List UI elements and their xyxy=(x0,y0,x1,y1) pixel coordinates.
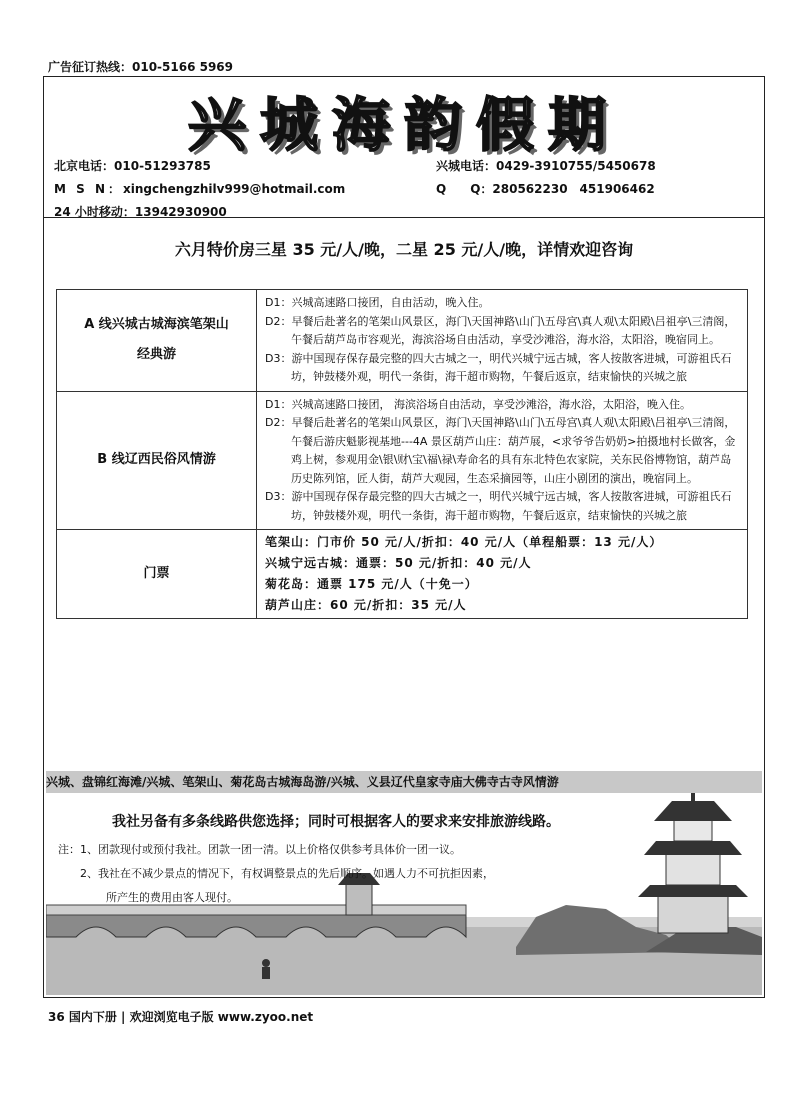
swimmer-body xyxy=(262,967,270,979)
msn-contact xyxy=(54,180,345,197)
more-routes-note: 我社另备有多条线路供您选择；同时可根据客人的要求来安排旅游线路。 xyxy=(112,814,560,830)
ticket-hulu-shanzhuang: 葫芦山庄：60 元/折扣：35 元/人 xyxy=(265,598,467,612)
note-2: 2、我社在不减少景点的情况下，有权调整景点的先后顺序。如遇人力不可抗拒因素， xyxy=(80,867,494,880)
coastal-scene-illustration xyxy=(46,777,762,995)
beijing-phone-value: 010-51293785 xyxy=(114,159,211,173)
route-a-day1: D1：兴城高速路口接团，自由活动，晚入住。 xyxy=(265,296,490,309)
ticket-juhuadao: 菊花岛：通票 175 元/人（十免一） xyxy=(265,577,478,591)
table-row xyxy=(57,290,748,392)
mobile-value: 13942930900 xyxy=(134,205,227,219)
brand-title: 兴城海韵假期 xyxy=(187,91,620,159)
note-prefix: 注： xyxy=(58,843,80,856)
beijing-phone-label: 北京电话： xyxy=(54,159,115,173)
mobile-label: 24 小时移动： xyxy=(54,205,135,219)
swimmer xyxy=(262,959,270,967)
header-divider xyxy=(44,217,764,218)
route-b-day2: D2：早餐后赴著名的笔架山风景区，海门\天国神路\山门\五母宫\真人观\太阳殿\吕祖亭\三清阁，午餐后游庆魁影视基地---4A 景区葫芦山庄：葫芦展，<求爷爷告奶奶>拍摄地村长做客，金鸡上树，参观用金\银\财\宝\福\禄\寿命名的具有东北特色农家院，关东民俗博物馆，葫芦岛历史陈列馆，匠人街，葫芦大观园，生态采摘园等，山庄小剧团的演出，晚宿同上。 xyxy=(265,416,736,485)
route-a-day2: D2：早餐后赴著名的笔架山风景区，海门\天国神路\山门\五母宫\真人观\太阳殿\吕祖亭\三清阁，午餐后葫芦岛市容观光，海滨浴场自由活动，享受沙滩浴，海水浴，太阳浴，晚宿同上。 xyxy=(265,314,736,346)
tickets-label: 门票 xyxy=(57,530,257,619)
xingcheng-phone-label: 兴城电话： xyxy=(436,159,497,173)
qq-value: 280562230 451906462 xyxy=(492,182,655,196)
xingcheng-phone-value: 0429-3910755/5450678 xyxy=(496,159,656,173)
note-1 xyxy=(58,841,461,859)
routes-banner: 兴城、盘锦红海滩/兴城、笔架山、菊花岛古城海岛游/兴城、义县辽代皇家寺庙大佛寺古寺风情游 xyxy=(46,771,762,793)
route-a-name xyxy=(57,290,257,392)
ticket-bijiashan: 笔架山：门市价 50 元/人/折扣：40 元/人（单程船票：13 元/人） xyxy=(265,535,663,549)
note-1-text: 1、团款现付或预付我社。团款一团一清。以上价格仅供参考具体价一团一议。 xyxy=(80,843,461,856)
qq-label: Q Q： xyxy=(436,182,493,196)
route-b-name: B 线辽西民俗风情游 xyxy=(57,391,257,530)
note-2-continued: 所产生的费用由客人现付。 xyxy=(106,891,238,904)
msn-value[interactable]: xingchengzhilv999@hotmail.com xyxy=(122,182,346,196)
ticket-ningyuan: 兴城宁远古城：通票：50 元/折扣：40 元/人 xyxy=(265,556,532,570)
route-a-day3: D3：游中国现存保存最完整的四大古城之一，明代兴城宁远古城，客人按散客进城，可游祖氏石坊，钟鼓楼外观，明代一条街，海干超市购物，午餐后返京，结束愉快的兴城之旅 xyxy=(265,351,732,383)
table-row xyxy=(57,530,748,619)
route-a-name-line2: 经典游 xyxy=(136,347,176,363)
route-b-itinerary xyxy=(257,391,748,530)
qq-contact xyxy=(436,180,655,197)
route-b-day1: D1：兴城高速路口接团， 海滨浴场自由活动，享受沙滩浴，海水浴，太阳浴，晚入住。 xyxy=(265,397,691,411)
routes-table xyxy=(56,289,748,619)
ad-hotline: 广告征订热线：010-5166 5969 xyxy=(48,60,234,74)
ad-frame xyxy=(43,76,765,998)
beijing-phone xyxy=(54,157,211,174)
route-a-itinerary xyxy=(257,290,748,392)
route-a-name-line1: A 线兴城古城海滨笔架山 xyxy=(84,317,229,333)
page-footer: 36 国内下册 | 欢迎浏览电子版 www.zyoo.net xyxy=(48,1010,314,1024)
route-b-day3: D3：游中国现存保存最完整的四大古城之一，明代兴城宁远古城，客人按散客进城，可游祖氏石坊，钟鼓楼外观，明代一条街，海干超市购物，午餐后返京，结束愉快的兴城之旅 xyxy=(265,490,732,522)
promo-headline: 六月特价房三星 35 元/人/晚，二星 25 元/人/晚，详情欢迎咨询 xyxy=(174,240,634,259)
xingcheng-phone xyxy=(436,157,656,174)
tickets-list xyxy=(257,530,748,619)
table-row xyxy=(57,391,748,530)
msn-label: M S N： xyxy=(54,182,123,196)
